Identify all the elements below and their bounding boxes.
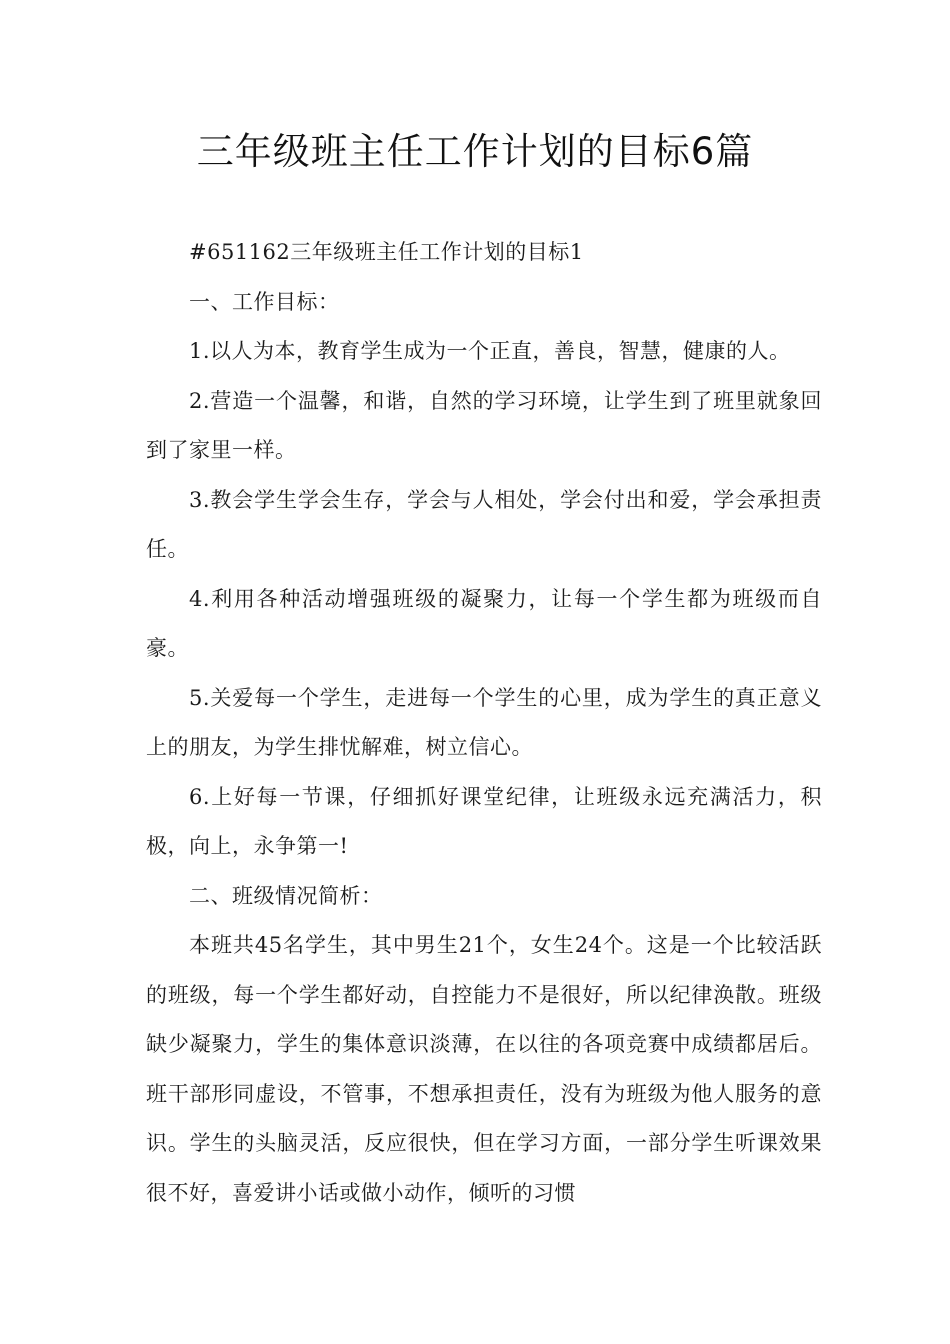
- paragraph-heading-id: #651162三年级班主任工作计划的目标1: [189, 240, 584, 264]
- paragraph-goal-1: 1.以人为本，教育学生成为一个正直，善良，智慧，健康的人。: [189, 339, 791, 363]
- paragraph-section-class-analysis: 二、班级情况简析：: [189, 883, 383, 908]
- paragraph-goal-3: 3.教会学生学会生存，学会与人相处，学会付出和爱，学会承担责任。: [146, 487, 822, 561]
- document-body: [146, 228, 822, 1218]
- document-title: 三年级班主任工作计划的目标6篇: [196, 130, 754, 173]
- paragraph-goal-6: 6.上好每一节课，仔细抓好课堂纪律，让班级永远充满活力，积极，向上，永争第一!: [146, 784, 822, 858]
- paragraph-goal-2: 2.营造一个温馨，和谐，自然的学习环境，让学生到了班里就象回到了家里一样。: [146, 388, 822, 462]
- paragraph-goal-4: 4.利用各种活动增强班级的凝聚力，让每一个学生都为班级而自豪。: [146, 586, 822, 660]
- paragraph-class-analysis: 本班共45名学生，其中男生21个，女生24个。这是一个比较活跃的班级，每一个学生都好动，自控能力不是很好，所以纪律涣散。班级缺少凝聚力，学生的集体意识淡薄，在以往的各项竞赛中成绩都居后。班干部形同虚设，不管事，不想承担责任，没有为班级为他人服务的意识。学生的头脑灵活，反应很快，但在学习方面，一部分学生听课效果很不好，喜爱讲小话或做小动作，倾听的习惯: [146, 933, 822, 1205]
- paragraph-section-goals: 一、工作目标：: [189, 289, 340, 314]
- paragraph-goal-5: 5.关爱每一个学生，走进每一个学生的心里，成为学生的真正意义上的朋友，为学生排忧解难，树立信心。: [146, 685, 822, 759]
